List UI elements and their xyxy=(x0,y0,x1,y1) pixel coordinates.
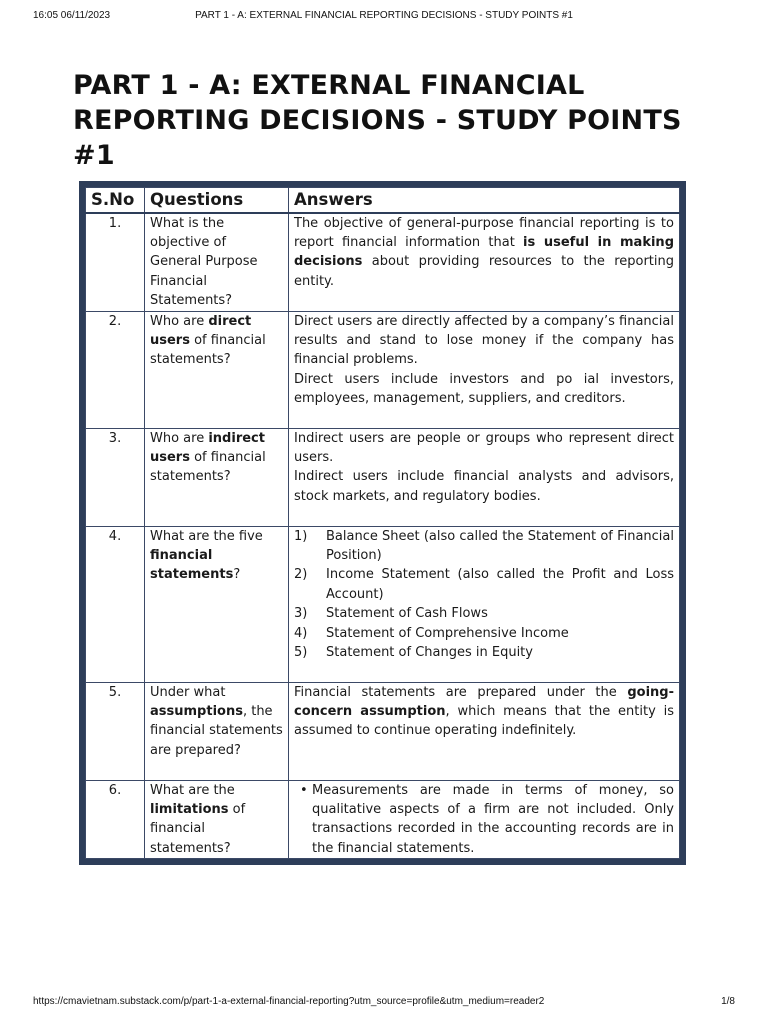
question-text: Under what xyxy=(150,684,226,700)
question-cell xyxy=(145,526,289,682)
question-text: Who are xyxy=(150,313,209,329)
table-row xyxy=(86,213,680,312)
limitations-list xyxy=(294,781,674,859)
question-emphasis: direct users xyxy=(150,313,252,348)
header-sno: S.No xyxy=(86,188,145,213)
table-bottom-border xyxy=(85,859,680,861)
question-emphasis: financial statements xyxy=(150,547,234,583)
question-text: What are the xyxy=(150,782,235,798)
row-number: 6. xyxy=(86,780,145,859)
answer-paragraph: Direct users are directly affected by a company’s financial results and stand to lose money if the company has financial problems. xyxy=(294,313,674,368)
table-row xyxy=(86,682,680,780)
answer-cell xyxy=(289,311,680,428)
question-text: What are the five xyxy=(150,528,263,544)
print-footer-url: https://cmavietnam.substack.com/p/part-1-a-external-financial-reporting?utm_source=profile&utm_medium=reader2 xyxy=(33,996,545,1007)
answer-cell xyxy=(289,780,680,859)
list-text: Measurements are made in terms of money, so qualitative aspects of a firm are not included. Only transactions recorded in the accounting records are in the financial statements. xyxy=(312,782,674,856)
page-number: 1/8 xyxy=(721,996,735,1007)
question-line: Statements? xyxy=(150,293,233,309)
question-cell xyxy=(145,682,289,780)
table-row xyxy=(86,311,680,428)
list-text: Balance Sheet (also called the Statement of Financial Position) xyxy=(326,528,674,563)
question-text: of financial statements? xyxy=(150,332,266,368)
answer-cell xyxy=(289,526,680,682)
question-cell xyxy=(145,311,289,428)
answer-paragraph: Indirect users include financial analysts and advisors, stock markets, and regulatory bodies. xyxy=(294,469,674,504)
document-title: PART 1 - A: EXTERNAL FINANCIAL REPORTING DECISIONS - STUDY POINTS #1 xyxy=(73,70,682,171)
question-emphasis: indirect users xyxy=(150,430,265,465)
print-timestamp: 16:05 06/11/2023 xyxy=(33,10,111,21)
question-line: General Purpose xyxy=(150,254,258,270)
question-emphasis: assumptions xyxy=(150,703,243,719)
study-points-table xyxy=(85,187,680,859)
row-number: 4. xyxy=(86,526,145,682)
answer-cell xyxy=(289,213,680,312)
financial-statements-list xyxy=(294,527,674,663)
question-line: What is the xyxy=(150,215,225,231)
question-emphasis: limitations xyxy=(150,801,229,817)
question-text: of financial statements? xyxy=(150,449,266,485)
answer-cell xyxy=(289,682,680,780)
list-item xyxy=(294,565,674,604)
study-points-table-frame xyxy=(79,181,686,865)
header-questions: Questions xyxy=(145,188,289,213)
list-item xyxy=(294,624,674,643)
list-text: Statement of Changes in Equity xyxy=(326,644,533,660)
row-number: 3. xyxy=(86,428,145,526)
question-cell xyxy=(145,213,289,312)
answer-paragraph: Direct users include investors and po ial investors, employees, management, suppliers, and creditors. xyxy=(294,371,674,407)
table-row xyxy=(86,428,680,526)
list-text: Income Statement (also called the Profit and Loss Account) xyxy=(326,567,674,602)
row-number: 2. xyxy=(86,311,145,428)
answer-text: about providing resources to the reporting entity. xyxy=(294,254,674,289)
row-number: 5. xyxy=(86,682,145,780)
list-number: 5) xyxy=(294,644,308,660)
question-line: Financial xyxy=(150,273,207,289)
header-answers: Answers xyxy=(289,188,680,213)
list-number: 2) xyxy=(294,567,308,583)
answer-paragraph: Indirect users are people or groups who represent direct users. xyxy=(294,430,674,465)
question-text: Who are xyxy=(150,430,209,446)
list-text: Statement of Comprehensive Income xyxy=(326,625,569,641)
list-number: 3) xyxy=(294,606,308,622)
row-number: 1. xyxy=(86,213,145,312)
answer-emphasis: is useful in making decisions xyxy=(294,234,674,270)
table-row xyxy=(86,780,680,859)
question-text: ? xyxy=(233,567,241,583)
answer-cell xyxy=(289,428,680,526)
table-row xyxy=(86,526,680,682)
list-text: Statement of Cash Flows xyxy=(326,606,488,622)
bullet-icon: • xyxy=(300,782,308,798)
table-header-row xyxy=(86,188,680,213)
list-item xyxy=(294,604,674,623)
list-number: 4) xyxy=(294,625,308,641)
answer-text: , which means that the entity is assumed to continue operating indefinitely. xyxy=(294,703,674,739)
list-item xyxy=(294,527,674,566)
list-item xyxy=(294,643,674,662)
question-text: , the financial statements are prepared? xyxy=(150,703,283,758)
question-text: of financial statements? xyxy=(150,801,246,856)
answer-text: Financial statements are prepared under the xyxy=(294,684,628,700)
question-cell xyxy=(145,428,289,526)
question-line: objective of xyxy=(150,234,227,250)
answer-emphasis: going-concern assumption xyxy=(294,684,674,719)
answer-text: The objective of general-purpose financial reporting is to report financial information that xyxy=(294,215,674,250)
print-header-title: PART 1 - A: EXTERNAL FINANCIAL REPORTING DECISIONS - STUDY POINTS #1 xyxy=(195,10,573,21)
list-item xyxy=(300,781,674,859)
list-number: 1) xyxy=(294,528,308,544)
question-cell xyxy=(145,780,289,859)
